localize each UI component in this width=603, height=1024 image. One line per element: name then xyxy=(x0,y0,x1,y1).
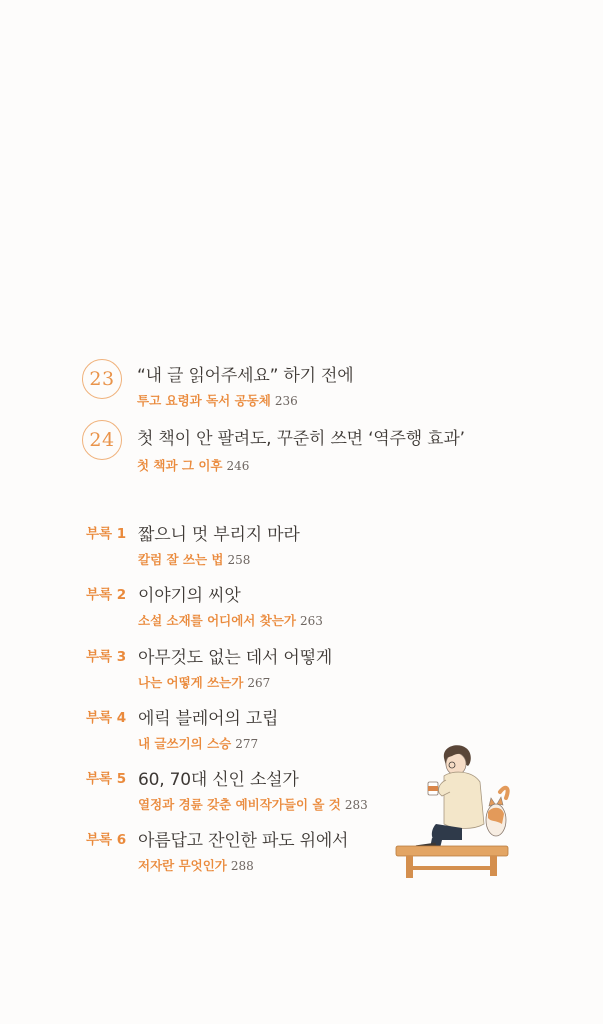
appendix-page-number: 277 xyxy=(235,737,259,751)
appendix-page-number: 283 xyxy=(344,798,368,812)
appendix-title: 짧으니 멋 부리지 마라 xyxy=(138,525,300,545)
toc-appendix-2[interactable] xyxy=(86,581,486,631)
chapter-subtitle-text: 첫 책과 그 이후 xyxy=(137,458,223,473)
toc-appendix-1[interactable] xyxy=(86,520,486,570)
appendix-label: 부록 5 xyxy=(86,771,127,787)
person-on-bench-with-cat-illustration xyxy=(392,740,514,880)
appendix-title: 60, 70대 신인 소설가 xyxy=(138,770,299,790)
appendix-title: 아름답고 잔인한 파도 위에서 xyxy=(138,831,349,851)
appendix-page-number: 267 xyxy=(247,676,271,690)
appendix-subtitle-text: 열정과 경륜 갖춘 예비작가들이 올 것 xyxy=(138,797,341,812)
chapter-title: 첫 책이 안 팔려도, 꾸준히 쓰면 ‘역주행 효과’ xyxy=(137,429,465,449)
chapter-subtitle xyxy=(137,391,298,409)
appendix-subtitle xyxy=(138,795,368,813)
toc-chapter-24[interactable] xyxy=(82,418,502,478)
toc-appendix-3[interactable] xyxy=(86,643,486,693)
chapter-subtitle xyxy=(137,456,249,474)
appendix-title: 에릭 블레어의 고립 xyxy=(138,709,279,729)
appendix-label: 부록 3 xyxy=(86,649,127,665)
chapter-title: “내 글 읽어주세요” 하기 전에 xyxy=(137,366,354,386)
appendix-subtitle-text: 소설 소재를 어디에서 찾는가 xyxy=(138,613,296,628)
appendix-label: 부록 6 xyxy=(86,832,127,848)
appendix-label: 부록 4 xyxy=(86,710,127,726)
appendix-subtitle-text: 저자란 무엇인가 xyxy=(138,858,227,873)
chapter-number-badge: 24 xyxy=(82,420,122,460)
appendix-subtitle xyxy=(138,550,250,568)
appendix-page-number: 263 xyxy=(299,614,323,628)
appendix-subtitle xyxy=(138,673,270,691)
appendix-page-number: 288 xyxy=(230,859,254,873)
appendix-subtitle xyxy=(138,734,258,752)
chapter-page-number: 246 xyxy=(226,459,250,473)
appendix-label: 부록 1 xyxy=(86,526,127,542)
appendix-label: 부록 2 xyxy=(86,587,127,603)
appendix-title: 이야기의 씨앗 xyxy=(138,586,241,606)
appendix-title: 아무것도 없는 데서 어떻게 xyxy=(138,648,333,668)
appendix-subtitle-text: 내 글쓰기의 스승 xyxy=(138,736,232,751)
appendix-subtitle xyxy=(138,856,254,874)
appendix-subtitle xyxy=(138,611,323,629)
chapter-subtitle-text: 투고 요령과 독서 공동체 xyxy=(137,393,271,408)
appendix-page-number: 258 xyxy=(227,553,251,567)
appendix-subtitle-text: 칼럼 잘 쓰는 법 xyxy=(138,552,224,567)
chapter-number-badge: 23 xyxy=(82,359,122,399)
toc-chapter-23[interactable] xyxy=(82,357,502,417)
appendix-subtitle-text: 나는 어떻게 쓰는가 xyxy=(138,675,244,690)
chapter-page-number: 236 xyxy=(274,394,298,408)
